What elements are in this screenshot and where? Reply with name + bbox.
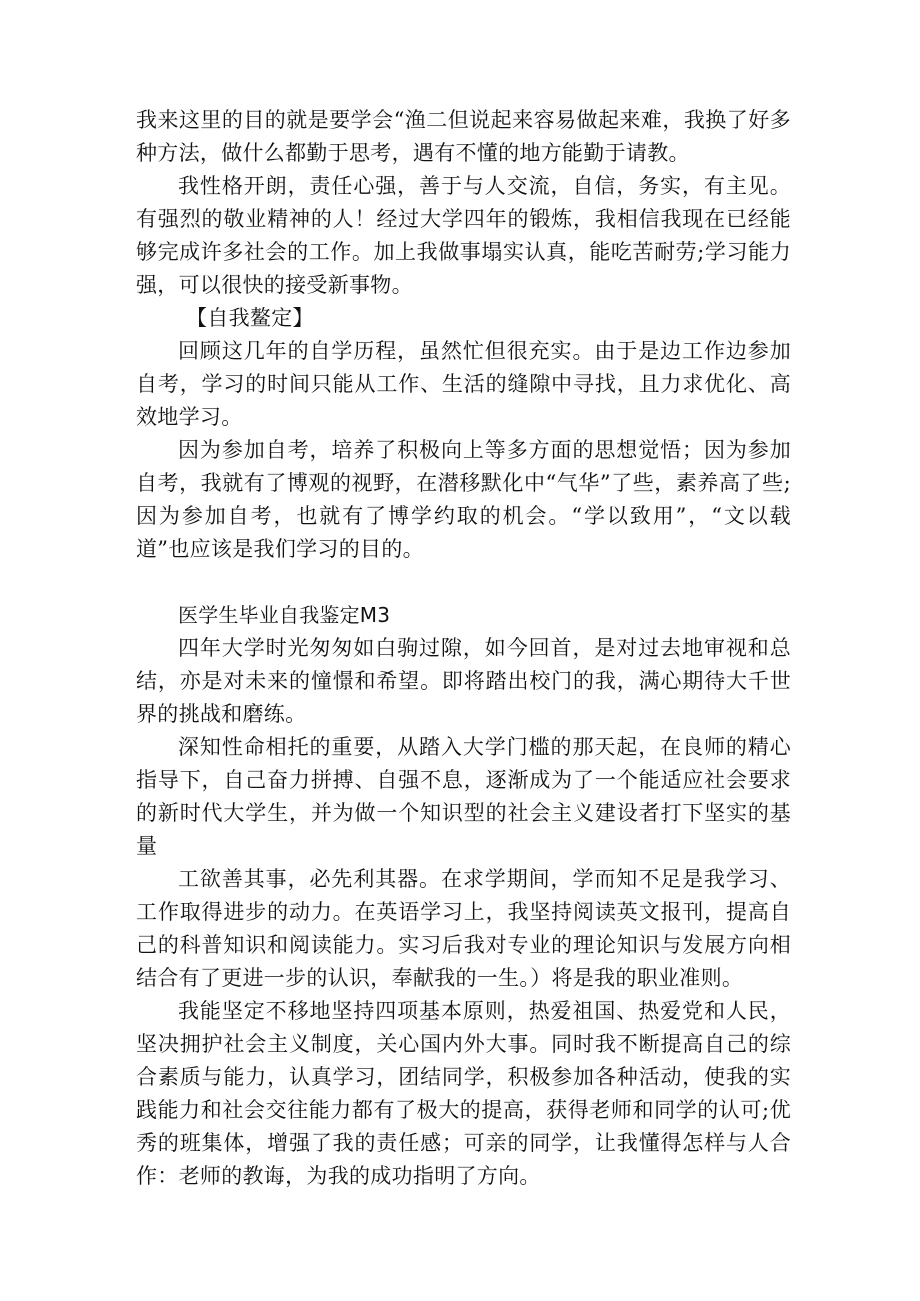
document-body [136,104,791,1193]
paragraph: 回顾这几年的自学历程，虽然忙但很充实。由于是边工作边参加自考，学习的时间只能从工作、生活的缝隙中寻找，且力求优化、高效地学习。 [136,339,791,429]
section-title: 医学生毕业自我鉴定M3 [178,603,391,627]
paragraph: 我能坚定不移地坚持四项基本原则，热爱祖国、热爱党和人民，坚决拥护社会主义制度，关心国内外大事。同时我不断提高自己的综合素质与能力，认真学习，团结同学，积极参加各种活动，使我的实践能力和社会交往能力都有了极大的提高，获得老师和同学的认可;优秀的班集体，增强了我的责任感；可亲的同学，让我懂得怎样与人合作：老师的教诲，为我的成功指明了方向。 [136,999,791,1188]
paragraph: 我来这里的目的就是要学会“渔二但说起来容易做起来难，我换了好多种方法，做什么都勤于思考，遇有不懂的地方能勤于请教。 [136,108,791,165]
paragraph: 因为参加自考，培养了积极向上等多方面的思想觉悟；因为参加自考，我就有了博观的视野，在潜移默化中“气华”了些，素养高了些;因为参加自考，也就有了博学约取的机会。“学以致用”，“文以载道”也应该是我们学习的目的。 [136,438,791,561]
paragraph: 我性格开朗，责任心强，善于与人交流，自信，务实，有主见。有强烈的敬业精神的人！经过大学四年的锻炼，我相信我现在已经能够完成许多社会的工作。加上我做事塌实认真，能吃苦耐劳;学习能力强，可以很快的接受新事物。 [136,174,791,297]
paragraph: 四年大学时光匆匆如白驹过隙，如今回首，是对过去地审视和总结，亦是对未来的憧憬和希望。即将踏出校门的我，满心期待大千世界的挑战和磨练。 [136,636,791,726]
blank-line [136,566,791,599]
self-assessment-heading: 【自我鳌定】 [186,306,314,330]
paragraph: 深知性命相托的重要，从踏入大学门槛的那天起，在良师的精心指导下，自己奋力拼搏、自强不息，逐渐成为了一个能适应社会要求的新时代大学生，并为做一个知识型的社会主义建设者打下坚实的基量 [136,735,791,858]
paragraph: 工欲善其事，必先利其器。在求学期间，学而知不足是我学习、工作取得进步的动力。在英语学习上，我坚持阅读英文报刊，提高自己的科普知识和阅读能力。实习后我对专业的理论知识与发展方向相结合有了更进一步的认识，奉献我的一生。）将是我的职业准则。 [136,867,791,990]
